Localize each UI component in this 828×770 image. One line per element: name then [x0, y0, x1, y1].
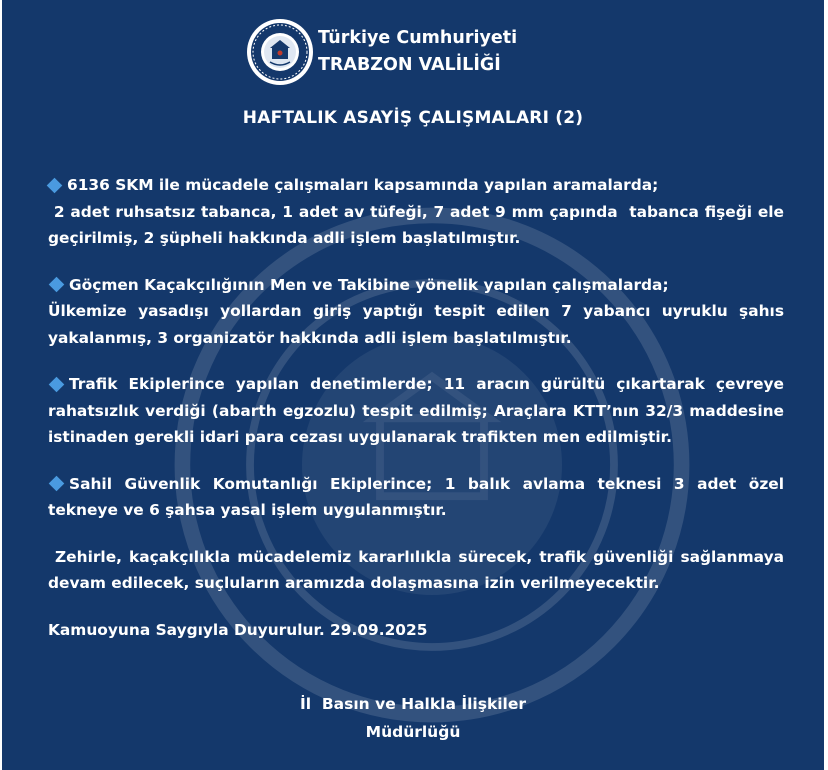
- organization-name: [318, 25, 517, 79]
- blue-diamond-icon: [47, 177, 63, 193]
- section-line: yakalanmış, 3 organizatör hakkında adli işlem başlatılmıştır.: [48, 328, 572, 347]
- blue-diamond-icon: [49, 476, 65, 492]
- section-coast-guard: [48, 471, 784, 524]
- org-line-2: TRABZON VALİLİĞİ: [318, 55, 501, 75]
- section-line: Ülkemize yasadışı yollardan giriş yaptığı tespit edilen 7 yabancı uyruklu şahıs: [48, 302, 784, 320]
- section-line: rahatsızlık verdiği (abarth egzozlu) tespit edilmiş; Araçlara KTT’nın 32/3 maddesine: [48, 401, 784, 420]
- announcement: Kamuoyuna Saygıyla Duyurulur. 29.09.2025: [48, 620, 428, 639]
- signature-line-2: Müdürlüğü: [365, 723, 461, 741]
- signature-line-1: İl Basın ve Halkla İlişkiler: [299, 695, 527, 713]
- closing-paragraph: [48, 544, 784, 597]
- section-line: [48, 371, 784, 398]
- report-body: [48, 172, 784, 663]
- section-traffic: [48, 371, 784, 451]
- governorship-seal-icon: [246, 18, 314, 86]
- press-release-poster: [2, 0, 824, 770]
- org-line-1: Türkiye Cumhuriyeti: [318, 28, 518, 48]
- section-line: istinaden gerekli idari para cezası uygulanarak trafikten men edilmiştir.: [48, 428, 672, 446]
- section-line-text: Göçmen Kaçakçılığının Men ve Takibine yönelik yapılan çalışmalarda;: [69, 275, 669, 294]
- section-line: [48, 272, 784, 299]
- section-line: [48, 471, 784, 498]
- section-migrant-smuggling: [48, 272, 784, 352]
- blue-diamond-icon: [49, 277, 65, 293]
- section-line: tekneye ve 6 şahsa yasal işlem uygulanmıştır.: [48, 501, 447, 519]
- section-line-text: 6136 SKM ile mücadele çalışmaları kapsamında yapılan aramalarda;: [67, 176, 659, 194]
- closing-line: devam edilecek, suçluların aramızda dolaşmasına izin verilmeyecektir.: [48, 574, 660, 592]
- page-title: HAFTALIK ASAYİŞ ÇALIŞMALARI (2): [242, 108, 584, 128]
- section-line-text: Sahil Güvenlik Komutanlığı Ekiplerince; 1 balık avlama teknesi 3 adet özel: [69, 474, 784, 493]
- signature-block: [2, 690, 824, 746]
- closing-line: Zehirle, kaçakçılıkla mücadelemiz kararlılıkla sürecek, trafik güvenliği sağlanmaya: [48, 547, 784, 566]
- blue-diamond-icon: [49, 376, 65, 392]
- header: [246, 18, 517, 86]
- section-line: [46, 172, 784, 199]
- section-line-text: Trafik Ekiplerince yapılan denetimlerde; 11 aracın gürültü çıkartarak çevreye: [69, 375, 784, 393]
- section-line: 2 adet ruhsatsız tabanca, 1 adet av tüfeği, 7 adet 9 mm çapında tabanca fişeği ele: [48, 202, 784, 221]
- section-weapons: [48, 172, 784, 252]
- section-line: geçirilmiş, 2 şüpheli hakkında adli işlem başlatılmıştır.: [48, 229, 521, 247]
